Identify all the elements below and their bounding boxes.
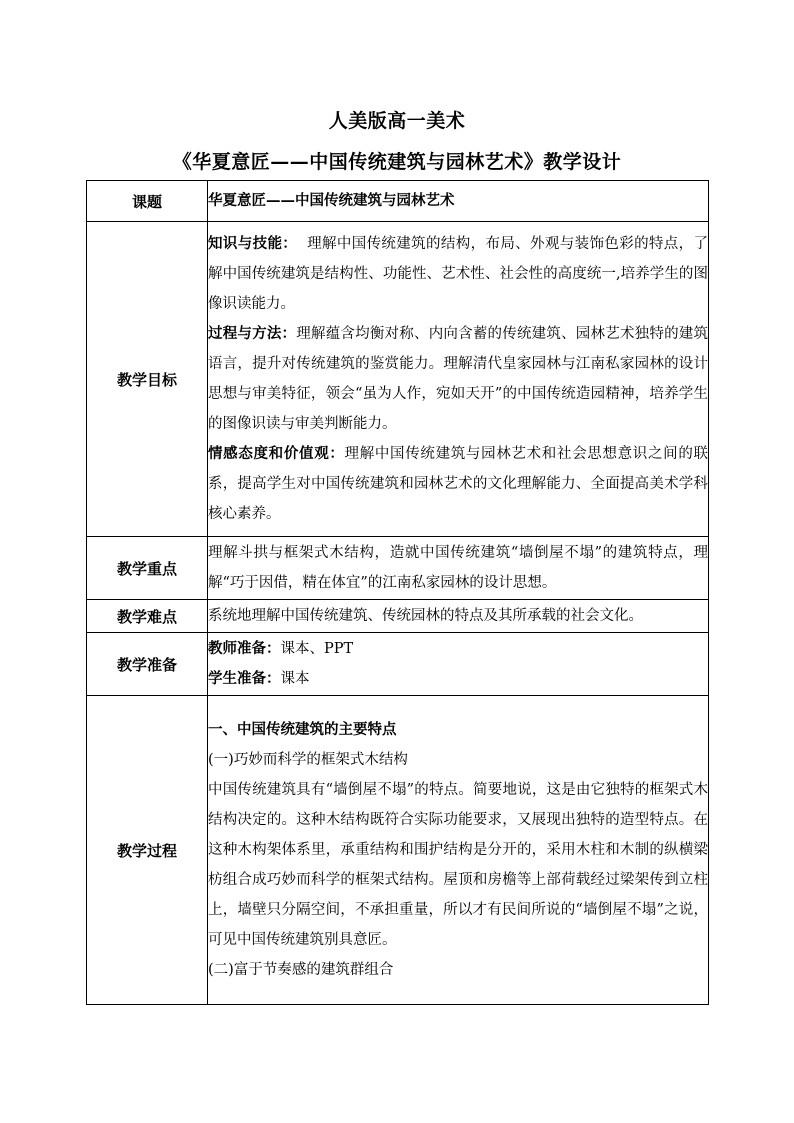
table-row-objectives [87, 222, 709, 537]
key-points-text: 理解斗拱与框架式木结构，造就中国传统建筑“墙倒屋不塌”的建筑特点，理解“巧于因借，精在体宜”的江南私家园林的设计思想。 [208, 537, 709, 600]
preparation-cell [208, 633, 709, 696]
knowledge-text: 理解中国传统建筑的结构，布局、外观与装饰色彩的特点，了解中国传统建筑是结构性、功能性、艺术性、社会性的高度统一,培养学生的图像识读能力。 [208, 236, 709, 312]
key-points-label: 教学重点 [87, 537, 208, 600]
process-body-1: 中国传统建筑具有“墙倒屋不塌”的特点。简要地说，这是由它独特的框架式木结构决定的。这种木结构既符合实际功能要求，又展现出独特的造型特点。在这种木构架体系里，承重结构和围护结构是分开的，采用木柱和木制的纵横梁枋组合成巧妙而科学的框架式结构。屋顶和房檐等上部荷载经过梁架传到立柱上，墙壁只分隔空间，不承担重量，所以才有民间所说的“墙倒屋不塌”之说，可见中国传统建筑别具意匠。 [208, 782, 708, 948]
table-row-process [87, 696, 709, 1005]
lesson-plan-table [86, 180, 709, 1005]
difficulties-text: 系统地理解中国传统建筑、传统园林的特点及其所承载的社会文化。 [208, 600, 709, 633]
objectives-label: 教学目标 [87, 222, 208, 537]
process-cell [208, 696, 709, 1005]
topic-value: 华夏意匠——中国传统建筑与园林艺术 [208, 181, 709, 222]
process-label: 教学过程 [87, 696, 208, 1005]
student-prep-text: 课本 [280, 671, 310, 687]
process-heading: 过程与方法： [208, 325, 297, 342]
student-prep-heading: 学生准备： [208, 670, 281, 687]
process-section-heading: 一、中国传统建筑的主要特点 [208, 721, 397, 738]
table-row-difficulties [87, 600, 709, 633]
process-subheading-1: (一)巧妙而科学的框架式木结构 [208, 752, 408, 768]
process-text: 理解蕴含均衡对称、内向含蓄的传统建筑、园林艺术独特的建筑语言，提升对传统建筑的鉴赏能力。理解清代皇家园林与江南私家园林的设计思想与审美特征，领会“虽为人作，宛如天开”的中国传统造园精神，培养学生的图像识读与审美判断能力。 [208, 326, 709, 432]
process-paragraph [208, 319, 708, 439]
objectives-cell [208, 222, 709, 537]
table-row-topic [87, 181, 709, 222]
teacher-prep-heading: 教师准备： [208, 640, 281, 657]
topic-label: 课题 [87, 181, 208, 222]
preparation-label: 教学准备 [87, 633, 208, 696]
emotion-text: 理解中国传统建筑与园林艺术和社会思想意识之间的联系，提高学生对中国传统建筑和园林艺术的文化理解能力、全面提高美术学科核心素养。 [208, 446, 708, 522]
table-row-key-points [87, 537, 709, 600]
emotion-paragraph [208, 439, 708, 529]
student-prep-line [208, 664, 708, 694]
table-row-preparation [87, 633, 709, 696]
difficulties-label: 教学难点 [87, 600, 208, 633]
knowledge-heading: 知识与技能： [208, 235, 298, 252]
emotion-heading: 情感态度和价值观： [208, 445, 345, 462]
knowledge-paragraph [208, 229, 708, 319]
teacher-prep-line [208, 634, 708, 664]
teacher-prep-text: 课本、PPT [280, 641, 354, 657]
document-title: 人美版高一美术 [328, 110, 466, 132]
process-subheading-2: (二)富于节奏感的建筑群组合 [208, 962, 394, 978]
document-subtitle: 《华夏意匠——中国传统建筑与园林艺术》教学设计 [172, 151, 622, 173]
